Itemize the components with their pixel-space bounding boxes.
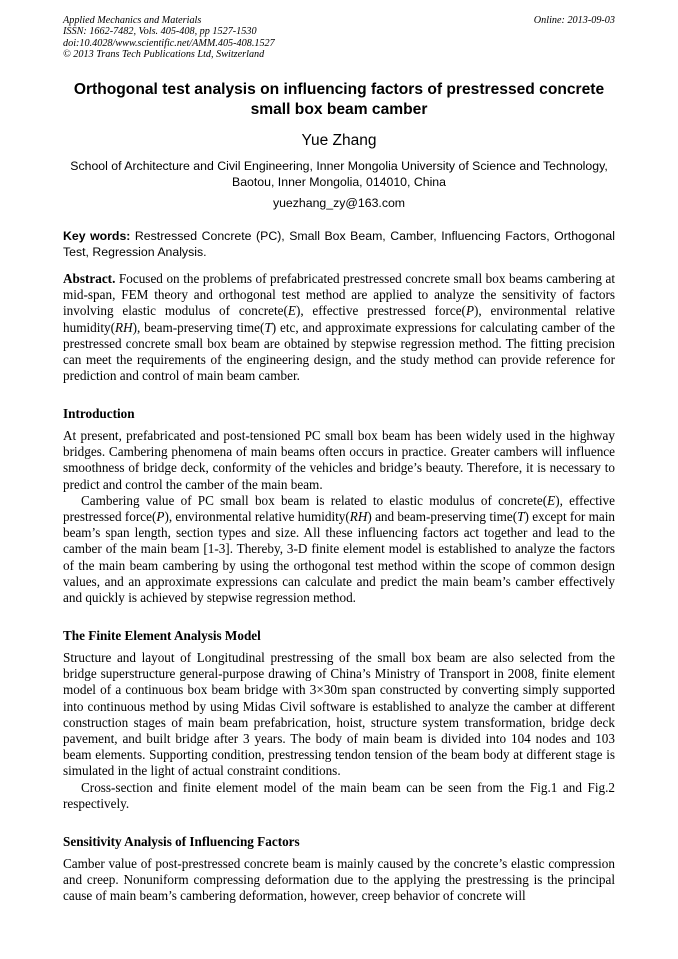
- symbol-t: T: [517, 509, 525, 525]
- abstract-text: ), environmental relative humidity(: [63, 303, 615, 335]
- journal-doi: doi:10.4028/www.scientific.net/AMM.405-408.1527: [63, 37, 275, 49]
- paper-title: [40, 80, 638, 120]
- symbol-e: E: [547, 492, 556, 508]
- section-heading-introduction: Introduction: [63, 406, 135, 421]
- symbol-p: P: [465, 303, 475, 319]
- author-name: Yue Zhang: [301, 132, 377, 149]
- online-date: Online: 2013-09-03: [533, 15, 615, 26]
- abstract-text: ), effective prestressed force(: [295, 303, 466, 319]
- keywords-text: Restressed Concrete (PC), Small Box Beam, Camber, Influencing Factors, Orthogonal Test, Regression Analysis.: [63, 229, 615, 259]
- paragraph: Camber value of post-prestressed concrete beam is mainly caused by the concrete’s elastic compression and creep. Nonuniform compressing deformation due to the applying the prestressing is the principal cause of main beam’s cambering deformation, however, creep behavior of concrete will: [63, 856, 615, 904]
- symbol-rh: RH: [115, 319, 133, 335]
- affiliation-line: School of Architecture and Civil Engineering, Inner Mongolia University of Science and Technology,: [70, 159, 608, 173]
- abstract-text: Focused on the problems of prefabricated prestressed concrete small box beams cambering at mid-span, FEM theory and orthogonal test method are applied to analyze the sensitivity of factors involving elastic modulus of concrete(: [63, 271, 615, 319]
- paragraph: Structure and layout of Longitudinal prestressing of the small box beam are also selected from the bridge superstructure general-purpose drawing of China’s Ministry of Transport in 2008, finite element model of a continuous box beam bridge with 3×30m span constructed by converting simply supported into continuous method by using Midas Civil software is established to analyze the camber at different construction stages of main beam prefabrication, hoist, structure system transformation, bridge deck pavement, and built bridge after 3 years. The body of main beam is divided into 104 nodes and 103 beam elements. Supporting condition, prestressing tendon tension of the beam body at different stage is simulated in the light of actual constraint conditions.: [63, 650, 615, 779]
- journal-issn: ISSN: 1662-7482, Vols. 405-408, pp 1527-1530: [63, 26, 257, 38]
- abstract-text: ) etc, and approximate expressions for calculating camber of the prestressed concrete small box beam are obtained by stepwise regression method. The fitting precision can meet the requirements of the engineering design, and the study method can provide reference for prediction and control of main beam camber.: [63, 319, 615, 384]
- affiliation: [60, 158, 618, 190]
- paragraph-text: ), effective prestressed force(: [63, 492, 615, 525]
- title-line: small box beam camber: [250, 101, 428, 118]
- paragraph-text: Cambering value of PC small box beam is related to elastic modulus of concrete(: [81, 492, 548, 508]
- title-line: Orthogonal test analysis on influencing factors of prestressed concrete: [73, 81, 605, 98]
- journal-copyright: © 2013 Trans Tech Publications Ltd, Switzerland: [63, 48, 265, 60]
- author-email: yuezhang_zy@163.com: [272, 196, 406, 210]
- affiliation-line: Baotou, Inner Mongolia, 014010, China: [232, 175, 446, 189]
- sensitivity-body: [63, 856, 615, 905]
- symbol-e: E: [287, 303, 296, 319]
- paragraph-text: ) except for main beam’s span length, section types and size. All these influencing factors act together and lead to the camber of the main beam [1-3]. Thereby, 3-D finite element model is established to analyze the factors of the main beam cambering by using the orthogonal test method within the scope of common design values, and an approximate expressions can calculate and predict the main beam’s camber effectively and quickly is achieved by stepwise regression method.: [63, 509, 615, 606]
- abstract: [63, 271, 615, 384]
- paragraph-text: ) and beam-preserving time(: [367, 509, 518, 525]
- keywords-label: Key words:: [63, 229, 131, 243]
- abstract-label: Abstract.: [63, 271, 116, 286]
- symbol-t: T: [264, 319, 272, 335]
- paragraph: Cross-section and finite element model of the main beam can be seen from the Fig.1 and Fig.2 respectively.: [63, 779, 615, 811]
- paragraph: At present, prefabricated and post-tensioned PC small box beam has been widely used in the highway bridges. Cambering phenomena of main beams often occurs in practice. Greater cambers will influence smoothness of bridge deck, conformity of the vehicles and bridge’s beauty. Therefore, it is necessary to predict and control the camber of the main beam.: [63, 428, 615, 492]
- symbol-rh: RH: [349, 509, 368, 525]
- section-heading-sensitivity: Sensitivity Analysis of Influencing Factors: [63, 834, 300, 849]
- keywords: [63, 228, 615, 260]
- journal-name: Applied Mechanics and Materials: [63, 15, 202, 26]
- paragraph: [63, 493, 615, 606]
- section-heading-fem: The Finite Element Analysis Model: [63, 628, 261, 643]
- paragraph-text: ), environmental relative humidity(: [164, 509, 350, 525]
- journal-header: [63, 15, 615, 60]
- introduction-body: [63, 428, 615, 606]
- fem-body: [63, 650, 615, 812]
- symbol-p: P: [156, 509, 165, 525]
- abstract-text: ), beam-preserving time(: [132, 319, 265, 335]
